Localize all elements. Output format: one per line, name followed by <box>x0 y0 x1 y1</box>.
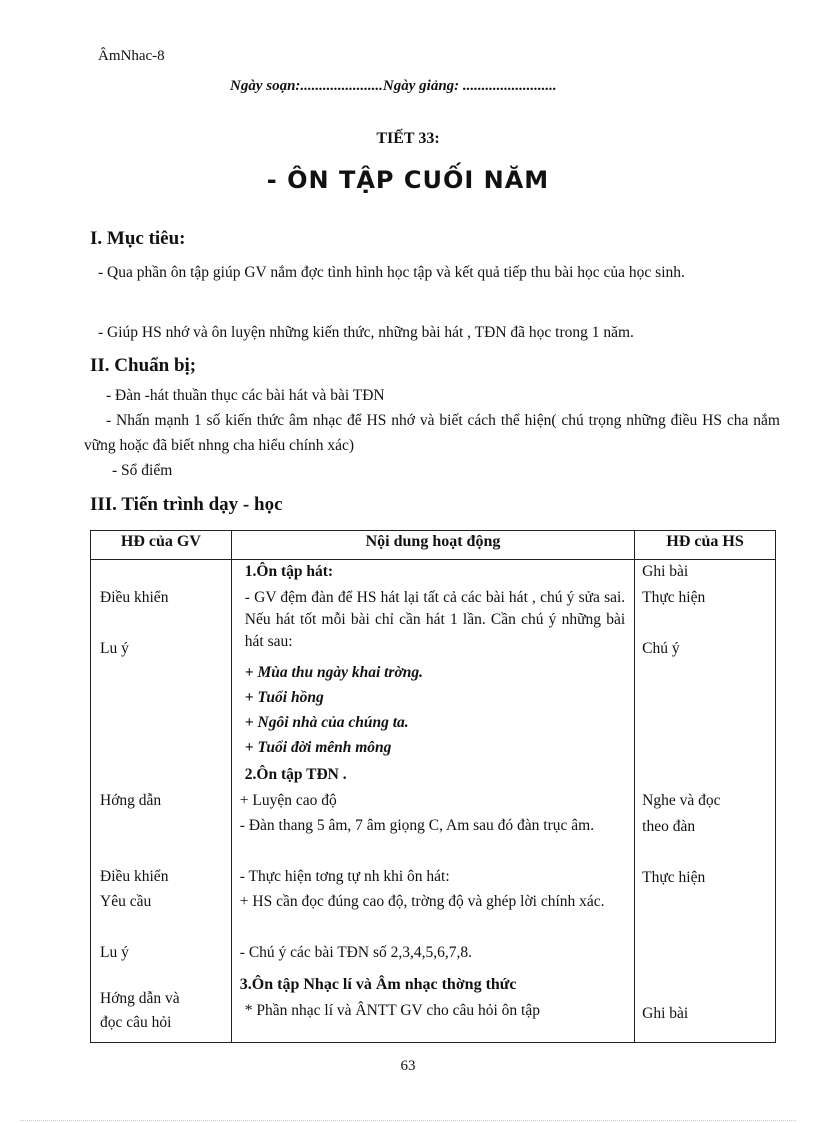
page-divider <box>20 1120 796 1121</box>
section-objectives-heading: I. Mục tiêu: <box>90 228 186 249</box>
table-header-teacher: HĐ của GV <box>91 531 232 560</box>
teacher-activity-column <box>92 561 230 1041</box>
objectives-paragraph-2: - Giúp HS nhớ và ôn luyện những kiến thức, những bài hát , TĐN đã học trong 1 năm. <box>98 324 634 341</box>
table-header-content: Nội dung hoạt động <box>231 531 634 560</box>
song-item: + Tuổi đời mênh mông <box>244 739 392 756</box>
teacher-activity: đọc câu hỏi <box>100 1014 172 1031</box>
student-activity: Thực hiện <box>642 589 706 606</box>
teacher-activity: Lu ý <box>100 944 129 961</box>
objectives-paragraph-1: - Qua phần ôn tập giúp GV nắm đợc tình hình học tập và kết quả tiếp thu bài học của học sinh. <box>98 264 685 281</box>
lesson-title: - ÔN TẬP CUỐI NĂM <box>266 166 550 194</box>
student-activity: Ghi bài <box>642 563 689 580</box>
content-line: - Thực hiện tơng tự nh khi ôn hát: <box>239 868 450 885</box>
teacher-activity: Điều khiển <box>100 868 169 885</box>
student-activity: theo đàn <box>642 818 696 835</box>
content-line: - GV đệm đàn để HS hát lại tất cả các bài hát , chú ý sửa sai. Nếu hát tốt mỗi bài chỉ cần hát 1 lần. Cần chú ý những bài hát sau: <box>244 589 626 650</box>
student-activity: Chú ý <box>642 640 680 657</box>
student-activity: Thực hiện <box>642 869 706 886</box>
section-heading-theory: 3.Ôn tập Nhạc lí và Âm nhạc thờng thức <box>239 976 517 993</box>
section-preparation-heading: II. Chuẩn bị; <box>90 355 197 376</box>
section-heading-sight-singing: 2.Ôn tập TĐN . <box>244 766 347 783</box>
teacher-activity: Yêu cầu <box>100 893 152 910</box>
teacher-activity: Điều khiển <box>100 589 169 606</box>
table-header-student: HĐ của HS <box>635 531 776 560</box>
teacher-activity: Lu ý <box>100 640 129 657</box>
student-activity: Ghi bài <box>642 1005 689 1022</box>
section-process-heading: III. Tiến trình dạy - học <box>90 494 283 515</box>
content-line: - Chú ý các bài TĐN số 2,3,4,5,6,7,8. <box>239 944 472 961</box>
lesson-number: TIẾT 33: <box>376 130 440 147</box>
student-activity: Nghe và đọc <box>642 792 721 809</box>
lesson-plan-table <box>90 530 776 1043</box>
content-column <box>233 561 633 1041</box>
preparation-item-2: - Nhấn mạnh 1 số kiến thức âm nhạc để HS nhớ và biết cách thể hiện( chú trọng những điều HS cha nắm vững hoặc đã biết nhng cha hiểu chính xác) <box>84 412 780 454</box>
date-line: Ngày soạn:......................Ngày giảng: ......................... <box>230 78 557 94</box>
content-line: * Phần nhạc lí và ÂNTT GV cho câu hỏi ôn tập <box>244 1002 540 1019</box>
teacher-activity: Hớng dẫn <box>100 792 162 809</box>
song-item: + Mùa thu ngày khai trờng. <box>244 664 424 681</box>
student-activity-column <box>636 561 774 1041</box>
preparation-item-3: - Sổ điểm <box>112 462 173 479</box>
content-line: + Luyện cao độ <box>239 792 337 809</box>
song-item: + Tuổi hồng <box>244 689 324 706</box>
section-heading-singing: 1.Ôn tập hát: <box>244 563 334 580</box>
page-number: 63 <box>400 1058 416 1074</box>
content-line: - Đàn thang 5 âm, 7 âm giọng C, Am sau đó đàn trục âm. <box>239 817 595 834</box>
header-subject: ÂmNhac-8 <box>98 48 165 64</box>
content-line: + HS cần đọc đúng cao độ, trờng độ và ghép lời chính xác. <box>239 893 605 910</box>
preparation-item-1: - Đàn -hát thuần thục các bài hát và bài TĐN <box>106 387 385 404</box>
teacher-activity: Hớng dẫn và <box>100 990 180 1007</box>
song-item: + Ngôi nhà của chúng ta. <box>244 714 409 731</box>
